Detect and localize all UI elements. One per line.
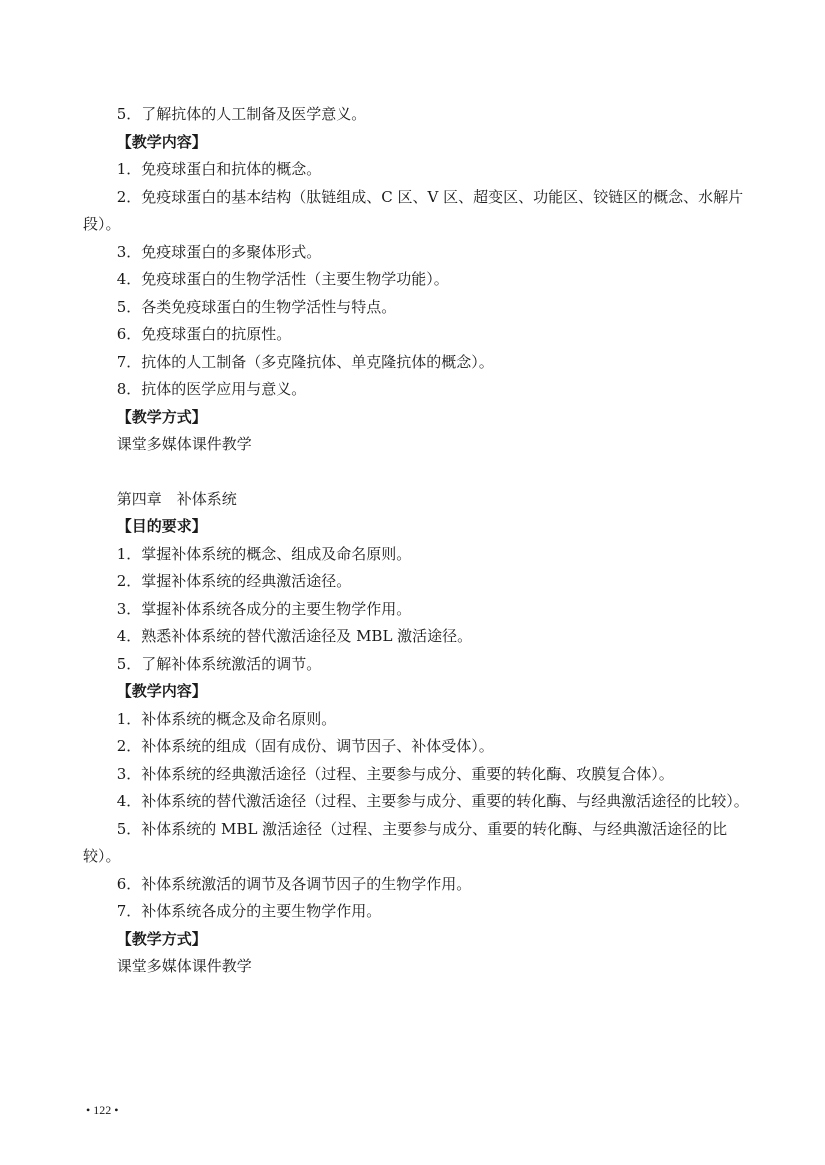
page-number: • 122 • [86, 1103, 119, 1117]
content-heading: 【教学内容】 [116, 682, 207, 700]
method-text: 课堂多媒体课件教学 [116, 435, 252, 453]
page-body [83, 101, 749, 981]
content-item: 6．补体系统激活的调节及各调节因子的生物学作用。 [116, 874, 472, 893]
content-item: 3．补体系统的经典激活途径（过程、主要参与成分、重要的转化酶、攻膜复合体）。 [116, 764, 674, 783]
objective-item: 4．熟悉补体系统的替代激活途径及 MBL 激活途径。 [116, 627, 473, 645]
method-text: 课堂多媒体课件教学 [116, 957, 252, 975]
content-item: 4．补体系统的替代激活途径（过程、主要参与成分、重要的转化酶、与经典激活途径的比较）。 [116, 792, 749, 810]
content-item: 1．补体系统的概念及命名原则。 [116, 709, 337, 728]
objectives-heading: 【目的要求】 [116, 517, 207, 535]
content-item: 5．补体系统的 MBL 激活途径（过程、主要参与成分、重要的转化酶、与经典激活途径的比较）。 [83, 819, 728, 865]
method-heading: 【教学方式】 [116, 929, 207, 948]
content-item: 7．补体系统各成分的主要生物学作用。 [116, 902, 382, 920]
content-item: 7．抗体的人工制备（多克隆抗体、单克隆抗体的概念）。 [116, 352, 494, 371]
content-item: 2．补体系统的组成（固有成份、调节因子、补体受体）。 [116, 737, 494, 755]
objective-item: 2．掌握补体系统的经典激活途径。 [116, 572, 352, 590]
content-item: 3．免疫球蛋白的多聚体形式。 [116, 242, 322, 261]
content-item: 4．免疫球蛋白的生物学活性（主要生物学功能）。 [116, 270, 449, 288]
objective-item: 5．了解抗体的人工制备及医学意义。 [116, 105, 367, 123]
content-item: 6．免疫球蛋白的抗原性。 [116, 325, 292, 343]
method-heading: 【教学方式】 [116, 407, 207, 426]
content-item: 5．各类免疫球蛋白的生物学活性与特点。 [116, 297, 397, 316]
chapter-title: 第四章 补体系统 [116, 489, 237, 508]
objective-item: 1．掌握补体系统的概念、组成及命名原则。 [116, 544, 412, 563]
content-item: 8．抗体的医学应用与意义。 [116, 380, 307, 398]
content-item: 1．免疫球蛋白和抗体的概念。 [116, 160, 322, 178]
objective-item: 5．了解补体系统激活的调节。 [116, 654, 322, 673]
content-item: 2．免疫球蛋白的基本结构（肽链组成、C 区、V 区、超变区、功能区、铰链区的概念、水解片段）。 [83, 187, 744, 233]
content-heading: 【教学内容】 [116, 132, 207, 151]
objective-item: 3．掌握补体系统各成分的主要生物学作用。 [116, 599, 412, 618]
